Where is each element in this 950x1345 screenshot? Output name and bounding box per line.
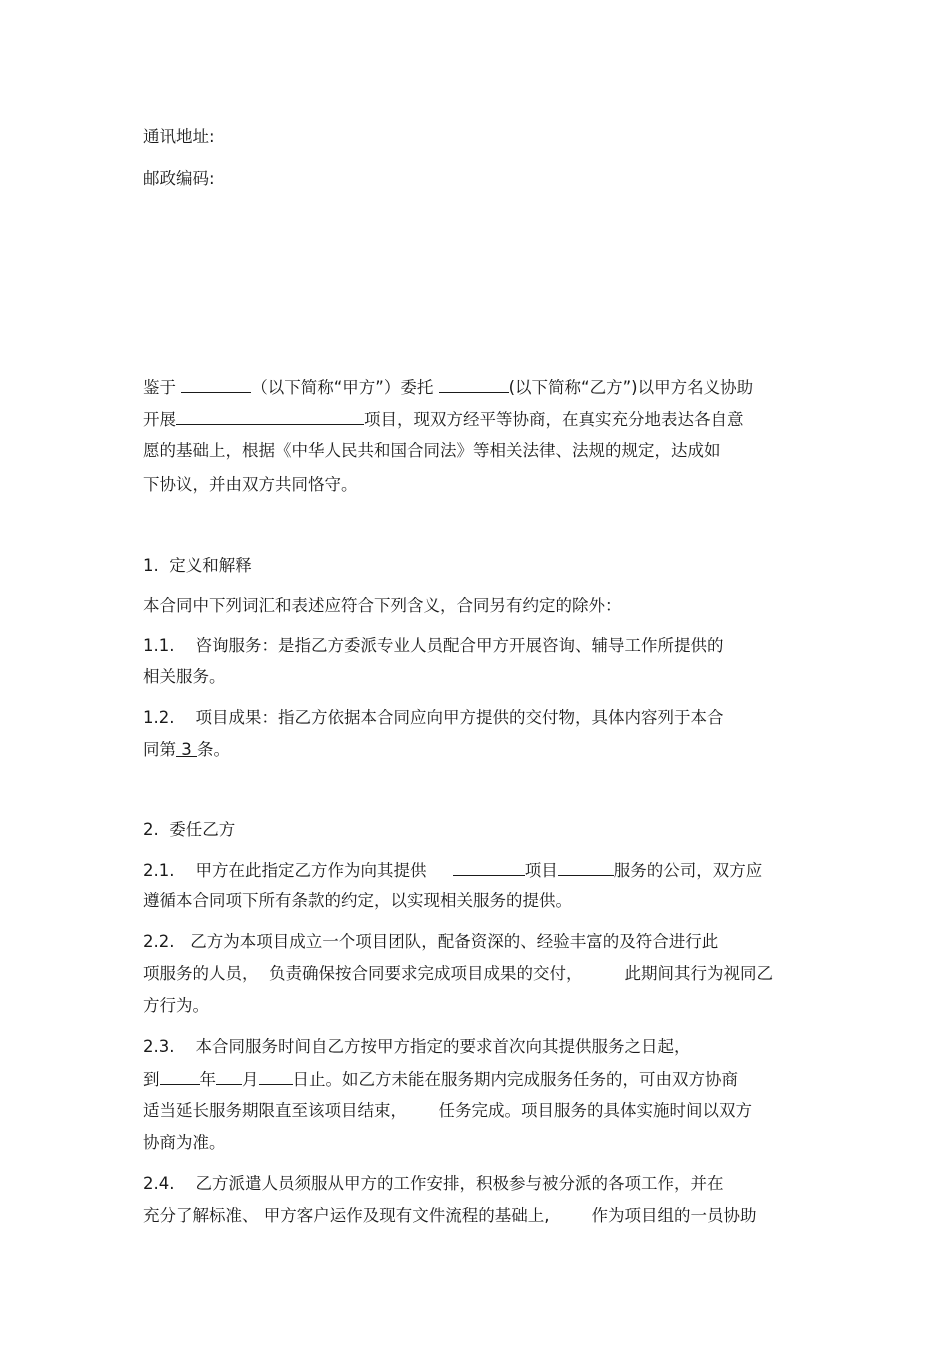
mail-address-label: 通讯地址: [143,127,215,146]
clause-2-3-line-1: 2.3. 本合同服务时间自乙方按甲方指定的要求首次向其提供服务之日起， [143,1037,691,1056]
clause-text: 项目 [524,861,558,880]
clause-text: 月 [242,1070,259,1089]
clause-text: 服务的公司，双方应 [613,861,763,880]
clause-text: 年 [199,1070,216,1089]
intro-text: 项目，现双方经平等协商，在真实充分地表达各自意 [364,410,744,429]
clause-text: 条。 [197,740,230,759]
clause-text: 到 [143,1070,160,1089]
blank-service[interactable] [558,859,614,876]
intro-line-3: 愿的基础上，根据《中华人民共和国合同法》等相关法律、法规的规定，达成如 [143,441,721,460]
clause-1-2-line-2 [143,739,230,761]
clause-text: 2.1. 甲方在此指定乙方作为向其提供 [143,861,427,880]
blank-year[interactable] [160,1068,200,1085]
blank-project-name[interactable] [176,408,364,425]
clause-2-1-line-2: 遵循本合同项下所有条款的约定，以实现相关服务的提供。 [143,891,572,910]
clause-2-3-line-3: 适当延长服务期限直至该项目结束， 任务完成。项目服务的具体实施时间以双方 [143,1101,752,1120]
clause-1-1-line-2: 相关服务。 [143,667,226,686]
clause-2-2-line-3: 方行为。 [143,996,209,1015]
clause-2-1-line-1 [143,859,762,882]
clause-2-4-line-1: 2.4. 乙方派遣人员须服从甲方的工作安排，积极参与被分派的各项工作，并在 [143,1174,724,1193]
intro-text: (以下简称“乙方”)以甲方名义协助 [508,378,754,397]
blank-party-b[interactable] [439,376,509,393]
clause-2-2-line-1: 2.2. 乙方为本项目成立一个项目团队，配备资深的、经验丰富的及符合进行此 [143,932,719,951]
section-1-intro: 本合同中下列词汇和表述应符合下列含义，合同另有约定的除外： [143,596,622,615]
clause-1-2-line-1: 1.2. 项目成果：指乙方依据本合同应向甲方提供的交付物，具体内容列于本合 [143,708,724,727]
blank-month[interactable] [216,1068,242,1085]
postal-code-label: 邮政编码: [143,169,215,188]
blank-party-a[interactable] [181,376,251,393]
intro-text: 鉴于 [143,378,176,397]
clause-text: 日止。如乙方未能在服务期内完成服务任务的，可由双方协商 [292,1070,738,1089]
intro-text: 开展 [143,410,176,429]
clause-number-ref: 3 [176,740,197,759]
blank-day[interactable] [259,1068,293,1085]
clause-2-3-line-2 [143,1068,738,1091]
intro-line-2 [143,408,744,431]
clause-text: 同第 [143,740,176,759]
section-1-heading: 1. 定义和解释 [143,556,252,575]
intro-line-1 [143,376,753,399]
clause-2-3-line-4: 协商为准。 [143,1133,226,1152]
intro-text: （以下简称“甲方”）委托 [251,378,434,397]
clause-2-4-line-2: 充分了解标准、 甲方客户运作及现有文件流程的基础上, 作为项目组的一员协助 [143,1206,757,1225]
blank-project[interactable] [453,859,525,876]
intro-line-4: 下协议，并由双方共同恪守。 [143,475,358,494]
section-2-heading: 2. 委任乙方 [143,820,236,839]
clause-2-2-line-2: 项服务的人员， 负责确保按合同要求完成项目成果的交付， 此期间其行为视同乙 [143,964,773,983]
clause-1-1-line-1: 1.1. 咨询服务：是指乙方委派专业人员配合甲方开展咨询、辅导工作所提供的 [143,636,724,655]
